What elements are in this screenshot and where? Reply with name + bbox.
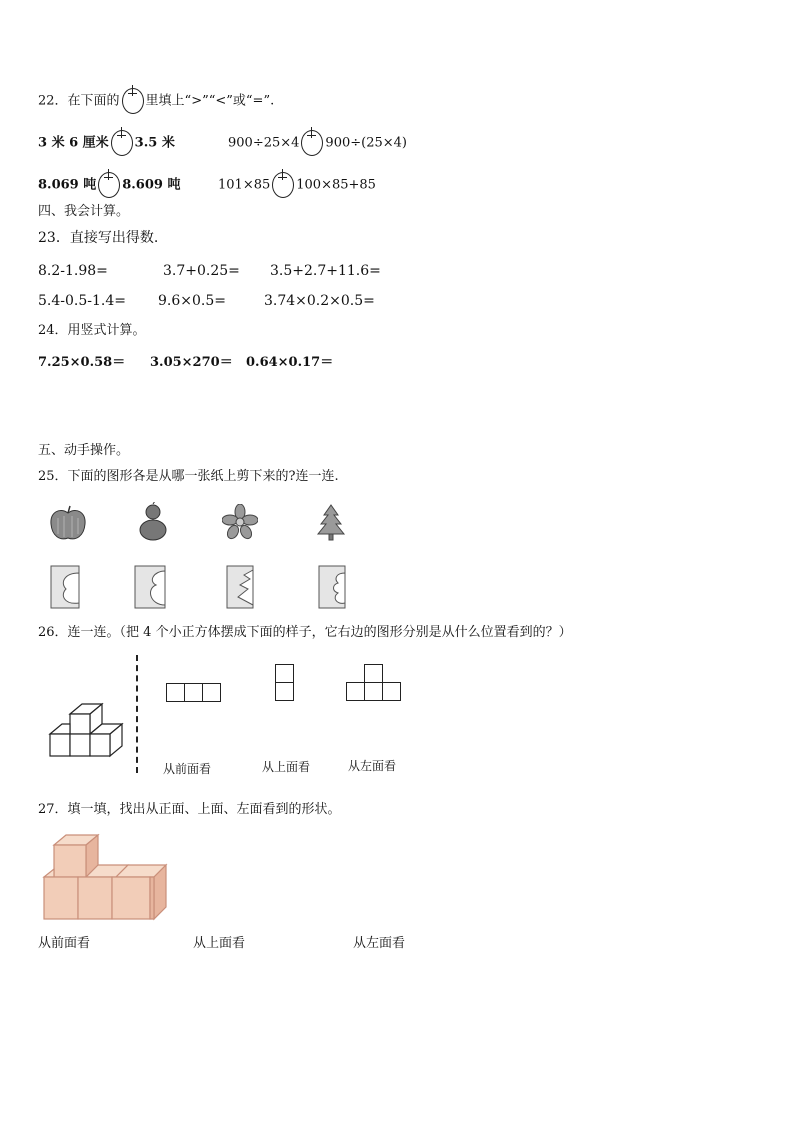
- flower-shape-icon[interactable]: [222, 504, 258, 540]
- q24-item: 7.25×0.58＝: [38, 355, 126, 370]
- q23-item: 8.2-1.98=: [38, 263, 108, 279]
- q26-label-front: 从前面看: [163, 762, 212, 776]
- q26-label-left: 从左面看: [348, 759, 397, 773]
- q27-title: 27．填一填，找出从正面、上面、左面看到的形状。: [38, 802, 341, 817]
- view-left-shape[interactable]: [346, 664, 402, 702]
- q27-cube-stack: [40, 833, 172, 925]
- q26-cube-stack: [44, 700, 126, 762]
- paper-4-icon[interactable]: [318, 565, 346, 609]
- q23-item: 5.4-0.5-1.4=: [38, 293, 126, 309]
- compare-circle-3[interactable]: [98, 172, 120, 198]
- q23-item: 3.5+2.7+11.6=: [270, 263, 381, 279]
- q27-label-front: 从前面看: [38, 936, 91, 951]
- q27-label-left: 从左面看: [353, 936, 406, 951]
- tree-shape-icon[interactable]: [316, 504, 346, 542]
- compare-circle-4[interactable]: [272, 172, 294, 198]
- q22-title: 22．在下面的 里填上“>”“<”或“=”.: [38, 88, 274, 114]
- q22-item-2: 900÷25×4 900÷(25×4): [228, 130, 407, 156]
- apple-shape-icon[interactable]: [48, 504, 88, 542]
- compare-circle-1[interactable]: [111, 130, 133, 156]
- q27-label-top: 从上面看: [193, 936, 246, 951]
- paper-3-icon[interactable]: [226, 565, 254, 609]
- q26-title: 26．连一连。（把 4 个小正方体摆成下面的样子，它右边的图形分别是从什么位置看到的？）: [38, 625, 572, 640]
- q22-item-4: 101×85 100×85+85: [218, 172, 376, 198]
- paper-1-icon[interactable]: [50, 565, 80, 609]
- q26-label-top: 从上面看: [262, 760, 311, 774]
- q22-item-3: 8.069 吨 8.609 吨: [38, 172, 180, 198]
- q25-title: 25．下面的图形各是从哪一张纸上剪下来的?连一连.: [38, 469, 339, 484]
- q23-item: 3.7+0.25=: [163, 263, 240, 279]
- q23-title: 23．直接写出得数.: [38, 230, 159, 246]
- q24-title: 24．用竖式计算。: [38, 323, 146, 338]
- compare-circle-2[interactable]: [301, 130, 323, 156]
- paper-2-icon[interactable]: [134, 565, 166, 609]
- q24-item: 0.64×0.17＝: [246, 355, 334, 370]
- divider-dashed-line: [136, 655, 138, 773]
- q23-item: 3.74×0.2×0.5=: [264, 293, 375, 309]
- view-top-shape[interactable]: [275, 664, 294, 702]
- section-5-heading: 五、动手操作。: [38, 443, 130, 458]
- q23-item: 9.6×0.5=: [158, 293, 226, 309]
- q22-item-1: 3 米 6 厘米 3.5 米: [38, 130, 175, 156]
- q24-item: 3.05×270＝: [150, 355, 233, 370]
- gourd-shape-icon[interactable]: [136, 502, 170, 542]
- view-front-shape[interactable]: [166, 683, 222, 702]
- section-4-heading: 四、我会计算。: [38, 204, 130, 219]
- answer-circle-icon: [122, 88, 144, 114]
